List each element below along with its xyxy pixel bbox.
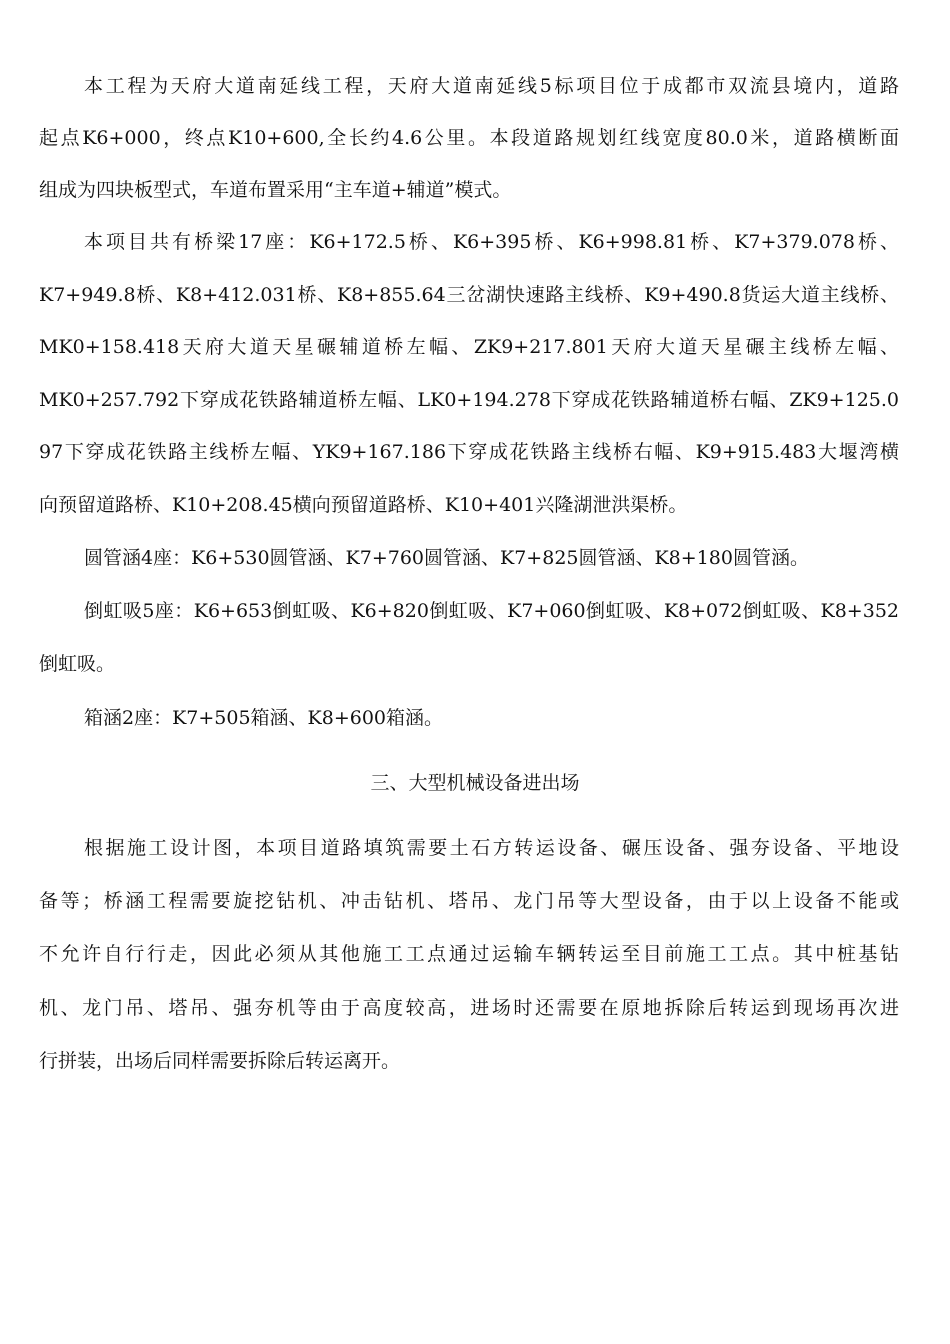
paragraph-2-line-3: MK0+158.418天府大道天星碾辅道桥左幅、ZK9+217.801天府大道天星碾主线桥左幅、 [39, 336, 899, 358]
section-paragraph-line-5: 行拼装，出场后同样需要拆除后转运离开。 [39, 1050, 401, 1072]
paragraph-2-line-1: 本项目共有桥梁17座：K6+172.5桥、K6+395桥、K6+998.81桥、K7+379.078桥、 [84, 231, 899, 253]
paragraph-3-line-1: 圆管涵4座：K6+530圆管涵、K7+760圆管涵、K7+825圆管涵、K8+180圆管涵。 [84, 547, 809, 569]
section-paragraph-line-2: 备等；桥涵工程需要旋挖钻机、冲击钻机、塔吊、龙门吊等大型设备，由于以上设备不能或 [39, 890, 899, 912]
paragraph-2-line-2: K7+949.8桥、K8+412.031桥、K8+855.64三岔湖快速路主线桥、K9+490.8货运大道主线桥、 [39, 284, 899, 306]
section-paragraph-line-1: 根据施工设计图，本项目道路填筑需要土石方转运设备、碾压设备、强夯设备、平地设 [84, 837, 899, 859]
paragraph-1-line-1: 本工程为天府大道南延线工程，天府大道南延线5标项目位于成都市双流县境内，道路 [84, 75, 899, 97]
paragraph-5-line-1: 箱涵2座：K7+505箱涵、K8+600箱涵。 [84, 707, 444, 729]
section-paragraph-line-4: 机、龙门吊、塔吊、强夯机等由于高度较高，进场时还需要在原地拆除后转运到现场再次进 [39, 997, 899, 1019]
section-paragraph-line-3: 不允许自行行走，因此必须从其他施工工点通过运输车辆转运至目前施工工点。其中桩基钻 [39, 943, 899, 965]
paragraph-4-line-1: 倒虹吸5座：K6+653倒虹吸、K6+820倒虹吸、K7+060倒虹吸、K8+072倒虹吸、K8+352 [84, 600, 899, 622]
paragraph-1-line-2: 起点K6+000，终点K10+600,全长约4.6公里。本段道路规划红线宽度80.0米，道路横断面 [39, 127, 899, 149]
section-heading: 三、大型机械设备进出场 [370, 772, 580, 794]
paragraph-2-line-4: MK0+257.792下穿成花铁路辅道桥左幅、LK0+194.278下穿成花铁路辅道桥右幅、ZK9+125.0 [39, 389, 899, 411]
paragraph-2-line-5: 97下穿成花铁路主线桥左幅、YK9+167.186下穿成花铁路主线桥右幅、K9+915.483大堰湾横 [39, 441, 899, 463]
paragraph-2-line-6: 向预留道路桥、K10+208.45横向预留道路桥、K10+401兴隆湖泄洪渠桥。 [39, 494, 688, 516]
paragraph-4-line-2: 倒虹吸。 [39, 653, 116, 675]
paragraph-1-line-3: 组成为四块板型式，车道布置采用“主车道+辅道”模式。 [39, 179, 512, 201]
